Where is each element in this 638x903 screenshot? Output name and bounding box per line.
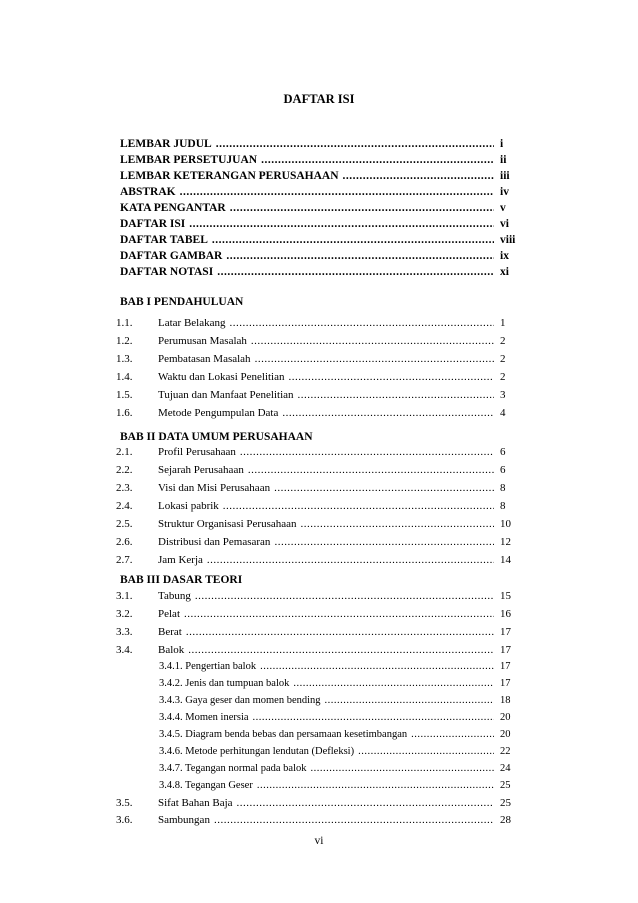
toc-entry-label: Lokasi pabrik (158, 500, 219, 512)
toc-subentry (159, 746, 520, 762)
toc-entry-label: 3.4.1. Pengertian balok (159, 661, 257, 672)
toc-entry (116, 353, 520, 369)
toc-entry-label: 3.4.7. Tegangan normal pada balok (159, 763, 307, 774)
leader-dots (297, 518, 495, 530)
toc-entry-page: 14 (500, 554, 511, 566)
leader-dots (339, 170, 494, 182)
toc-entry-label: Waktu dan Lokasi Penelitian (158, 371, 285, 383)
toc-entry (116, 644, 520, 660)
toc-subentry (159, 780, 520, 796)
toc-entry (116, 590, 520, 606)
leader-dots (236, 446, 494, 458)
leader-dots (233, 797, 494, 809)
leader-dots (354, 746, 494, 757)
leader-dots (226, 317, 495, 329)
leader-dots (257, 154, 494, 166)
toc-entry-label: 3.4.2. Jenis dan tumpuan balok (159, 678, 290, 689)
toc-entry (120, 170, 520, 186)
toc-entry (116, 335, 520, 351)
section-number: 3.3. (116, 626, 133, 638)
section-number: 3.5. (116, 797, 133, 809)
section-number: 1.4. (116, 371, 133, 383)
toc-subentry (159, 695, 520, 711)
section-number: 2.1. (116, 446, 133, 458)
toc-subentry (159, 678, 520, 694)
toc-entry-label: Tabung (158, 590, 191, 602)
toc-entry-label: DAFTAR GAMBAR (120, 250, 223, 262)
toc-entry-label: Metode Pengumpulan Data (158, 407, 279, 419)
leader-dots (256, 661, 494, 672)
toc-entry-label: 3.4.6. Metode perhitungan lendutan (Defleksi) (159, 746, 355, 757)
leader-dots (270, 536, 494, 548)
leader-dots (182, 626, 494, 638)
toc-entry-label: Berat (158, 626, 182, 638)
toc-subentry (159, 661, 520, 677)
section-number: 2.7. (116, 554, 133, 566)
leader-dots (226, 202, 494, 214)
leader-dots (180, 608, 494, 620)
toc-entry (116, 608, 520, 624)
toc-entry-page: 15 (500, 590, 511, 602)
toc-entry-label: DAFTAR TABEL (120, 234, 208, 246)
toc-entry-label: Profil Perusahaan (158, 446, 236, 458)
toc-entry-label: LEMBAR KETERANGAN PERUSAHAAN (120, 170, 339, 182)
toc-entry-page: iv (500, 186, 509, 198)
section-number: 2.3. (116, 482, 133, 494)
leader-dots (191, 590, 494, 602)
section-number: 1.2. (116, 335, 133, 347)
leader-dots (212, 138, 494, 150)
toc-entry-label: KATA PENGANTAR (120, 202, 226, 214)
toc-entry (120, 202, 520, 218)
toc-entry-page: 10 (500, 518, 511, 530)
toc-entry-label: LEMBAR PERSETUJUAN (120, 154, 258, 166)
leader-dots (203, 554, 494, 566)
leader-dots (210, 814, 494, 826)
toc-entry-label: 3.4.8. Tegangan Geser (159, 780, 253, 791)
toc-entry-label: ABSTRAK (120, 186, 176, 198)
toc-entry-page: 22 (500, 746, 511, 757)
toc-entry-page: 24 (500, 763, 511, 774)
toc-entry-label: Sejarah Perusahaan (158, 464, 244, 476)
leader-dots (321, 695, 494, 706)
toc-entry-label: 3.4.3. Gaya geser dan momen bending (159, 695, 321, 706)
toc-entry-label: Sifat Bahan Baja (158, 797, 233, 809)
toc-entry-label: Struktur Organisasi Perusahaan (158, 518, 297, 530)
toc-entry-label: DAFTAR NOTASI (120, 266, 214, 278)
toc-subentry (159, 712, 520, 728)
leader-dots (270, 482, 494, 494)
leader-dots (251, 353, 494, 365)
leader-dots (294, 389, 494, 401)
toc-entry (120, 154, 520, 170)
leader-dots (285, 371, 495, 383)
leader-dots (176, 186, 494, 198)
toc-entry-page: i (500, 138, 504, 150)
toc-entry-page: 3 (500, 389, 506, 401)
toc-entry (116, 482, 520, 498)
toc-entry (116, 317, 520, 333)
toc-entry-page: viii (500, 234, 516, 246)
toc-entry (120, 138, 520, 154)
toc-entry-page: ix (500, 250, 509, 262)
leader-dots (185, 218, 494, 230)
toc-entry-page: 16 (500, 608, 511, 620)
section-number: 1.3. (116, 353, 133, 365)
toc-entry (120, 250, 520, 266)
toc-entry (116, 464, 520, 480)
toc-entry-label: Pelat (158, 608, 180, 620)
toc-entry (116, 814, 520, 830)
toc-entry-label: 3.4.5. Diagram benda bebas dan persamaan kesetimbangan (159, 729, 408, 740)
toc-entry (116, 797, 520, 813)
leader-dots (219, 500, 494, 512)
toc-entry-label: Perumusan Masalah (158, 335, 247, 347)
toc-entry-label: 3.4.4. Momen inersia (159, 712, 249, 723)
leader-dots (253, 780, 494, 791)
leader-dots (407, 729, 494, 740)
section-number: 3.4. (116, 644, 133, 656)
toc-entry-page: 2 (500, 353, 506, 365)
toc-entry-page: 6 (500, 464, 506, 476)
toc-entry-page: ii (500, 154, 507, 166)
toc-entry-page: 2 (500, 335, 506, 347)
leader-dots (249, 712, 494, 723)
toc-entry-label: Balok (158, 644, 185, 656)
toc-entry (120, 234, 520, 250)
toc-entry-label: DAFTAR ISI (120, 218, 186, 230)
toc-entry-page: 25 (500, 797, 511, 809)
toc-entry-page: xi (500, 266, 509, 278)
toc-entry (116, 554, 520, 570)
chapter-heading: BAB I PENDAHULUAN (120, 296, 244, 308)
section-number: 3.2. (116, 608, 133, 620)
toc-entry-label: Latar Belakang (158, 317, 226, 329)
toc-entry (116, 389, 520, 405)
toc-entry (120, 266, 520, 282)
toc-entry-page: 20 (500, 712, 511, 723)
toc-entry-page: 28 (500, 814, 511, 826)
leader-dots (278, 407, 494, 419)
toc-entry-page: iii (500, 170, 510, 182)
section-number: 2.5. (116, 518, 133, 530)
toc-entry-page: 1 (500, 317, 506, 329)
toc-entry-label: LEMBAR JUDUL (120, 138, 212, 150)
toc-entry-page: 6 (500, 446, 506, 458)
toc-entry (116, 371, 520, 387)
toc-entry-page: 17 (500, 678, 511, 689)
toc-entry-label: Distribusi dan Pemasaran (158, 536, 271, 548)
section-number: 1.1. (116, 317, 133, 329)
toc-entry-page: 18 (500, 695, 511, 706)
toc-entry-label: Jam Kerja (158, 554, 203, 566)
toc-entry-page: 17 (500, 626, 511, 638)
toc-entry-label: Pembatasan Masalah (158, 353, 251, 365)
toc-entry-page: 2 (500, 371, 506, 383)
section-number: 2.2. (116, 464, 133, 476)
toc-entry-label: Tujuan dan Manfaat Penelitian (158, 389, 294, 401)
leader-dots (208, 234, 494, 246)
toc-entry (116, 626, 520, 642)
toc-entry-page: vi (500, 218, 509, 230)
toc-entry-label: Sambungan (158, 814, 210, 826)
section-number: 1.5. (116, 389, 133, 401)
toc-entry-page: 25 (500, 780, 511, 791)
toc-entry-page: 12 (500, 536, 511, 548)
leader-dots (307, 763, 495, 774)
section-number: 1.6. (116, 407, 133, 419)
section-number: 3.1. (116, 590, 133, 602)
leader-dots (184, 644, 494, 656)
page-number: vi (314, 835, 324, 847)
toc-entry (116, 500, 520, 516)
toc-entry (116, 536, 520, 552)
section-number: 2.4. (116, 500, 133, 512)
toc-entry-page: 17 (500, 661, 511, 672)
toc-entry-page: 4 (500, 407, 506, 419)
toc-subentry (159, 729, 520, 745)
toc-entry (116, 407, 520, 423)
chapter-heading: BAB III DASAR TEORI (120, 574, 243, 586)
toc-entry (120, 186, 520, 202)
leader-dots (247, 335, 494, 347)
chapter-heading: BAB II DATA UMUM PERUSAHAAN (120, 431, 313, 443)
leader-dots (222, 250, 494, 262)
toc-entry (116, 518, 520, 534)
toc-entry-page: 8 (500, 482, 506, 494)
leader-dots (289, 678, 494, 689)
toc-entry (116, 446, 520, 462)
toc-entry (120, 218, 520, 234)
leader-dots (244, 464, 494, 476)
section-number: 2.6. (116, 536, 133, 548)
toc-entry-label: Visi dan Misi Perusahaan (158, 482, 271, 494)
toc-entry-page: 17 (500, 644, 511, 656)
leader-dots (213, 266, 494, 278)
toc-subentry (159, 763, 520, 779)
toc-entry-page: v (500, 202, 506, 214)
page-title: DAFTAR ISI (283, 92, 355, 106)
section-number: 3.6. (116, 814, 133, 826)
toc-entry-page: 20 (500, 729, 511, 740)
toc-entry-page: 8 (500, 500, 506, 512)
